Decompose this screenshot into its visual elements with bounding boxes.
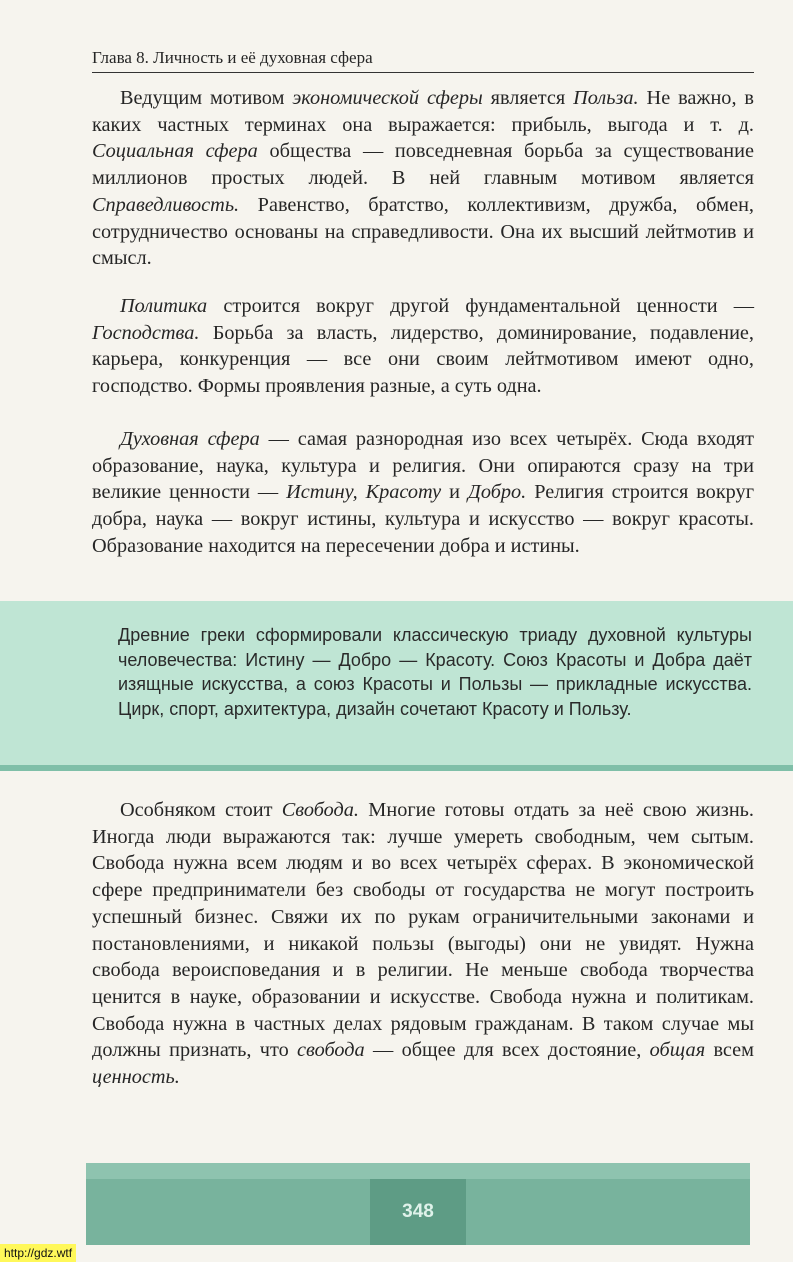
text-run: Борьба за власть, лидерство, доминирование, подавление, карьера, конкуренция — все они своим лейтмотивом имеют одно, господство. Формы проявления разные, а суть одна. — [92, 321, 754, 398]
text-run: всем — [705, 1039, 754, 1062]
italic-term: Справедливость. — [92, 193, 240, 216]
italic-term: Господства. — [92, 321, 200, 344]
italic-term: Польза. — [573, 87, 639, 109]
info-box — [0, 601, 793, 771]
italic-term: ценность. — [92, 1066, 180, 1089]
text-run: Равенство, братство, коллективизм, дружба, обмен, сотрудничество основаны на справедливости. Она их высший лейтмотив и смысл. — [92, 193, 754, 270]
text-run: является — [482, 87, 574, 109]
chapter-header — [92, 46, 754, 73]
paragraph-spiritual-sphere — [92, 426, 754, 560]
text-run: Религия строится вокруг добра, наука — вокруг истины, культура и искусство — вокруг красоты. Образование находится на пересечении добра и истины. — [92, 481, 755, 557]
text-run: Многие готовы отдать за неё свою жизнь. Иногда люди выражаются так: лучше умереть свободным, чем сытым. Свобода нужна всем людям и во всех четырёх сферах. В экономической сфере предприниматели без свободы от государства не могут построить успешный бизнес. Свяжи их по рукам ограничительными законами и постановлениями, и никакой пользы (выгоды) они не увидят. Нужна свобода вероисповедания и в религии. Не меньше свобода творчества ценится в науке, образовании и искусстве. Свобода нужна и политикам. Свобода нужна в частных делах рядовым гражданам. В таком случае мы должны признать, что — [92, 799, 754, 1062]
italic-term: Политика — [120, 295, 208, 317]
watermark-link[interactable]: http://gdz.wtf — [0, 1244, 76, 1262]
italic-term: Истину, Красоту — [286, 481, 442, 504]
text-run: общества — повседневная борьба за существование миллионов простых людей. В ней главным мотивом является — [92, 140, 754, 190]
paragraph-politics — [92, 293, 754, 400]
text-run: строится вокруг другой фундаментальной ценности — — [207, 295, 754, 317]
italic-term: свобода — [297, 1039, 365, 1062]
italic-term: Добро. — [467, 481, 527, 504]
italic-term: Социальная сфера — [92, 140, 258, 163]
page-number: 348 — [402, 1201, 434, 1222]
text-run: Ведущим мотивом — [120, 87, 293, 109]
chapter-title: Глава 8. Личность и её духовная сфера — [92, 48, 373, 67]
paragraph-freedom — [92, 797, 754, 1091]
page-number-tab — [370, 1179, 466, 1245]
text-run: Особняком стоит — [120, 799, 282, 821]
footer-stripe — [86, 1163, 750, 1179]
text-run: и — [441, 481, 468, 504]
italic-term: экономической сферы — [292, 87, 483, 109]
text-run: — общее для всех достояние, — [364, 1039, 650, 1062]
italic-term: Свобода. — [281, 799, 359, 821]
paragraph-economic-social — [92, 85, 754, 272]
text-run: — самая разнородная изо всех четырёх. Сюда входят образование, наука, культура и религия. Они опираются сразу на три великие ценности — — [92, 428, 754, 504]
info-box-text: Древние греки сформировали классическую триаду духовной культуры человечества: Истину — Добро — Красоту. Союз Красоты и Добра даёт изящные искусства, а союз Красоты и Пользы — прикладные искусства. Цирк, спорт, архитектура, дизайн сочетают Красоту и Пользу. — [118, 625, 752, 719]
italic-term: Духовная сфера — [120, 428, 260, 450]
italic-term: общая — [649, 1039, 706, 1062]
text-run: Не важно, в каких частных терминах она выражается: прибыль, выгода и т. д. — [92, 87, 755, 136]
page-footer — [86, 1163, 750, 1245]
